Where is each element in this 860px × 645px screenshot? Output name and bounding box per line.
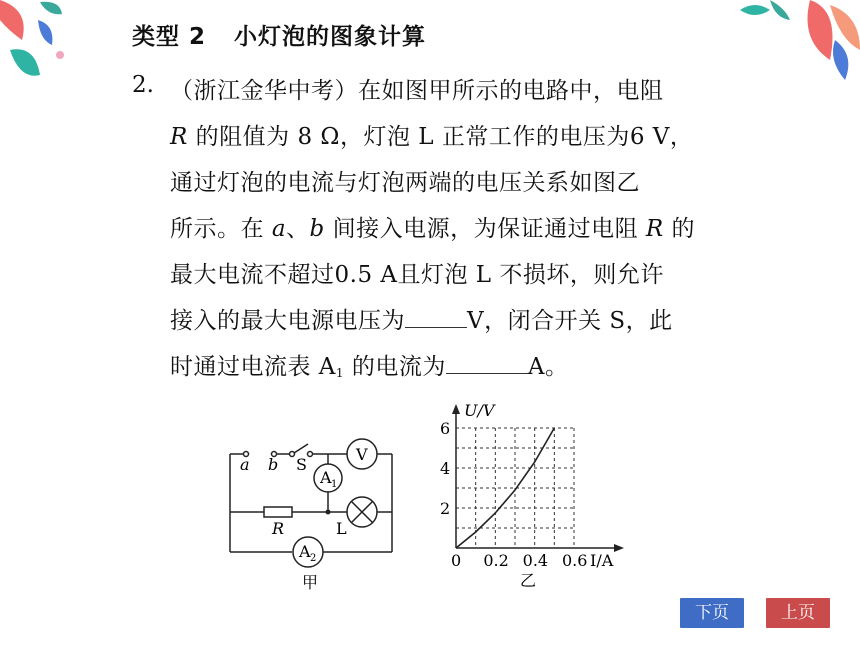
ammeter-a1-label: A [320, 468, 332, 487]
line4-text-a: 所示。在 [170, 216, 272, 242]
line4-text-c: 间接入电源，为保证通过电阻 [324, 216, 646, 242]
y-tick-label: 6 [440, 419, 451, 438]
graph-caption-yi: 乙 [520, 571, 537, 590]
ammeter-a1-sub: 1 [331, 479, 338, 490]
problem-line-2 [170, 118, 693, 151]
line7-sub: 1 [335, 366, 345, 380]
x-axis-arrow [614, 544, 624, 552]
prev-page-button[interactable]: 上页 [766, 598, 830, 628]
answer-blank-voltage[interactable] [405, 303, 467, 328]
var-r: R [170, 124, 188, 150]
var-b: b [309, 216, 325, 242]
x-tick-label: 0.2 [483, 551, 509, 570]
ammeter-a2-label: A [299, 542, 311, 561]
section-heading [132, 18, 426, 51]
switch-label: S [296, 455, 307, 474]
terminal-a-label: a [240, 455, 250, 474]
problem-line-1: （浙江金华中考）在如图甲所示的电路中，电阻 [170, 78, 664, 104]
x-tick-label: 0 [451, 551, 462, 570]
lamp-label: L [336, 519, 347, 538]
x-axis-label: I/A [590, 551, 614, 570]
line6-text-b: V，闭合开关 S，此 [467, 308, 673, 334]
y-tick-label: 2 [440, 499, 451, 518]
line7-text-b: 的电流为 [344, 354, 446, 380]
floral-decoration-right-icon [730, 0, 860, 90]
problem-line-6 [170, 302, 673, 335]
line4-text-d: 的 [663, 216, 696, 242]
problem-line-4 [170, 210, 695, 243]
line7-text-c: A。 [527, 354, 569, 380]
line6-text-a: 接入的最大电源电压为 [170, 308, 405, 334]
y-axis-arrow [452, 404, 460, 414]
problem-line-5: 最大电流不超过0.5 A且灯泡 L 不损坏，则允许 [170, 262, 664, 288]
type-label: 类型 2 [132, 24, 207, 50]
x-tick-label: 0.6 [562, 551, 588, 570]
var-r-2: R [645, 216, 664, 242]
graph-grid [456, 428, 574, 548]
line7-text-a: 时通过电流表 A [170, 354, 336, 380]
problem-line-7 [170, 348, 569, 381]
diagram-caption-jia: 甲 [302, 573, 319, 592]
section-title: 小灯泡的图象计算 [234, 24, 427, 50]
problem-line-2-text: 的阻值为 8 Ω，灯泡 L 正常工作的电压为6 V， [187, 124, 694, 150]
terminal-b-label: b [268, 455, 279, 474]
problem-line-3: 通过灯泡的电流与灯泡两端的电压关系如图乙 [170, 170, 640, 196]
y-tick-label: 4 [440, 459, 451, 478]
ammeter-a2-sub: 2 [310, 553, 317, 564]
next-page-button[interactable]: 下页 [680, 598, 744, 628]
problem-number: 2. [132, 72, 154, 98]
resistor-label: R [272, 519, 285, 538]
line4-text-b: 、 [286, 216, 310, 242]
circuit-diagram [220, 428, 400, 598]
x-tick-label: 0.4 [522, 551, 549, 570]
var-a: a [271, 216, 287, 242]
floral-decoration-left-icon [0, 0, 80, 90]
voltmeter-label: V [356, 445, 368, 464]
iu-graph [430, 400, 630, 592]
y-axis-label: U/V [464, 401, 495, 420]
answer-blank-current[interactable] [446, 349, 528, 374]
